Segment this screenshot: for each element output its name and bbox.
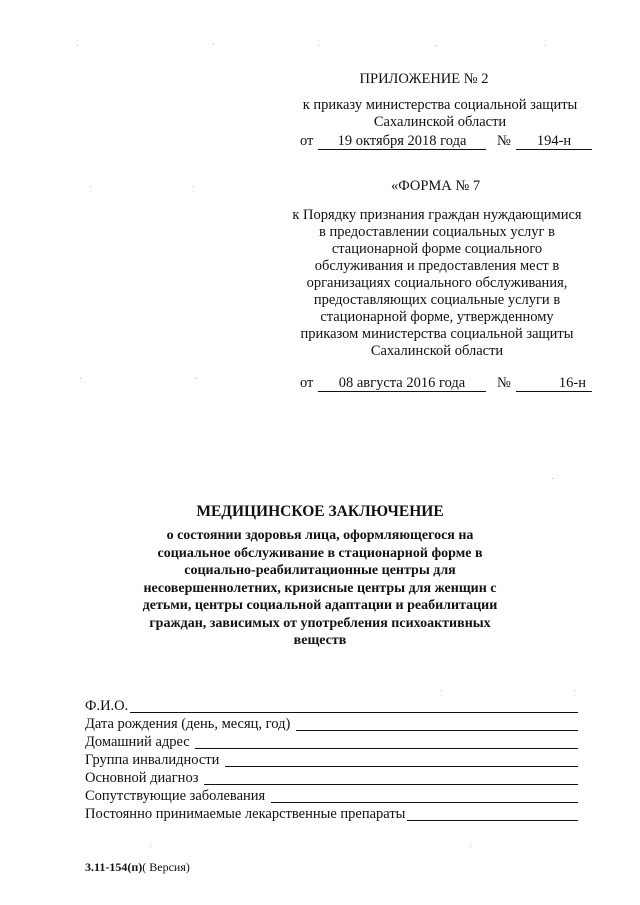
form-line: к Порядку признания граждан нуждающимися xyxy=(292,207,582,223)
field-concomitant-diseases[interactable] xyxy=(85,787,578,805)
number-underline xyxy=(516,149,592,150)
from-label: от xyxy=(300,133,314,149)
field-home-address[interactable] xyxy=(85,733,578,751)
field-birth-date[interactable] xyxy=(85,715,578,733)
form-line: Сахалинской области xyxy=(370,343,504,359)
document-title: МЕДИЦИНСКОЕ ЗАКЛЮЧЕНИЕ xyxy=(196,503,444,520)
document-subtitle xyxy=(60,527,580,650)
number-label: № xyxy=(497,375,511,391)
subtitle-line: граждан, зависимых от употребления психоактивных xyxy=(149,615,491,631)
form-description xyxy=(268,207,606,360)
field-label: Ф.И.О. xyxy=(85,698,129,714)
footer-code xyxy=(85,860,190,874)
subtitle-line: социальное обслуживание в стационарной форме в xyxy=(157,545,483,561)
appendix-line: к приказу министерства социальной защиты xyxy=(302,97,578,113)
appendix-date: 19 октября 2018 года xyxy=(337,133,467,149)
field-label: Дата рождения (день, месяц, год) xyxy=(85,716,294,732)
form-line: предоставляющих социальные услуги в xyxy=(313,292,561,308)
subtitle-line: несовершеннолетних, кризисные центры для женщин с xyxy=(143,580,497,596)
field-label: Сопутствующие заболевания xyxy=(85,788,269,804)
field-underline[interactable] xyxy=(296,729,578,731)
field-label: Основной диагноз xyxy=(85,770,203,786)
form-line: обслуживания и предоставления мест в xyxy=(314,258,560,274)
field-underline[interactable] xyxy=(225,765,578,767)
appendix-number: 194-н xyxy=(536,133,572,149)
field-underline[interactable] xyxy=(271,801,578,803)
field-underline[interactable] xyxy=(130,711,578,713)
form-line: стационарной форме социального xyxy=(331,241,543,257)
field-underline[interactable] xyxy=(195,747,578,749)
number-underline xyxy=(516,391,592,392)
field-disability-group[interactable] xyxy=(85,751,578,769)
field-medications[interactable] xyxy=(85,805,578,823)
field-main-diagnosis[interactable] xyxy=(85,769,578,787)
subtitle-line: о состоянии здоровья лица, оформляющегося на xyxy=(166,528,474,543)
form-line: в предоставлении социальных услуг в xyxy=(319,224,555,240)
subtitle-line: детьми, центры социальной адаптации и реабилитации xyxy=(142,598,498,613)
field-label: Постоянно принимаемые лекарственные препараты xyxy=(85,806,406,822)
subtitle-line: веществ xyxy=(293,633,347,648)
date-underline xyxy=(318,149,486,150)
from-label: от xyxy=(300,375,314,391)
field-label: Группа инвалидности xyxy=(85,752,223,768)
version-label: ( Версия) xyxy=(142,860,190,874)
field-underline[interactable] xyxy=(407,819,578,821)
date-underline xyxy=(318,391,486,392)
appendix-line: Сахалинской области xyxy=(373,114,507,130)
form-date: 08 августа 2016 года xyxy=(338,375,466,391)
form-number: 16-н xyxy=(558,375,586,391)
form-line: организациях социального обслуживания, xyxy=(306,275,568,291)
form-line: приказом министерства социальной защиты xyxy=(300,326,574,342)
appendix-title: ПРИЛОЖЕНИЕ № 2 xyxy=(359,71,489,87)
form-code: 3.11-154(п) xyxy=(85,860,143,874)
subtitle-line: социально-реабилитационные центры для xyxy=(184,563,456,578)
field-full-name[interactable] xyxy=(85,697,578,715)
field-label: Домашний адрес xyxy=(85,734,194,750)
form-title: «ФОРМА № 7 xyxy=(391,178,481,194)
field-underline[interactable] xyxy=(204,783,578,785)
form-line: стационарной форме, утвержденному xyxy=(320,309,554,325)
number-label: № xyxy=(497,133,511,149)
